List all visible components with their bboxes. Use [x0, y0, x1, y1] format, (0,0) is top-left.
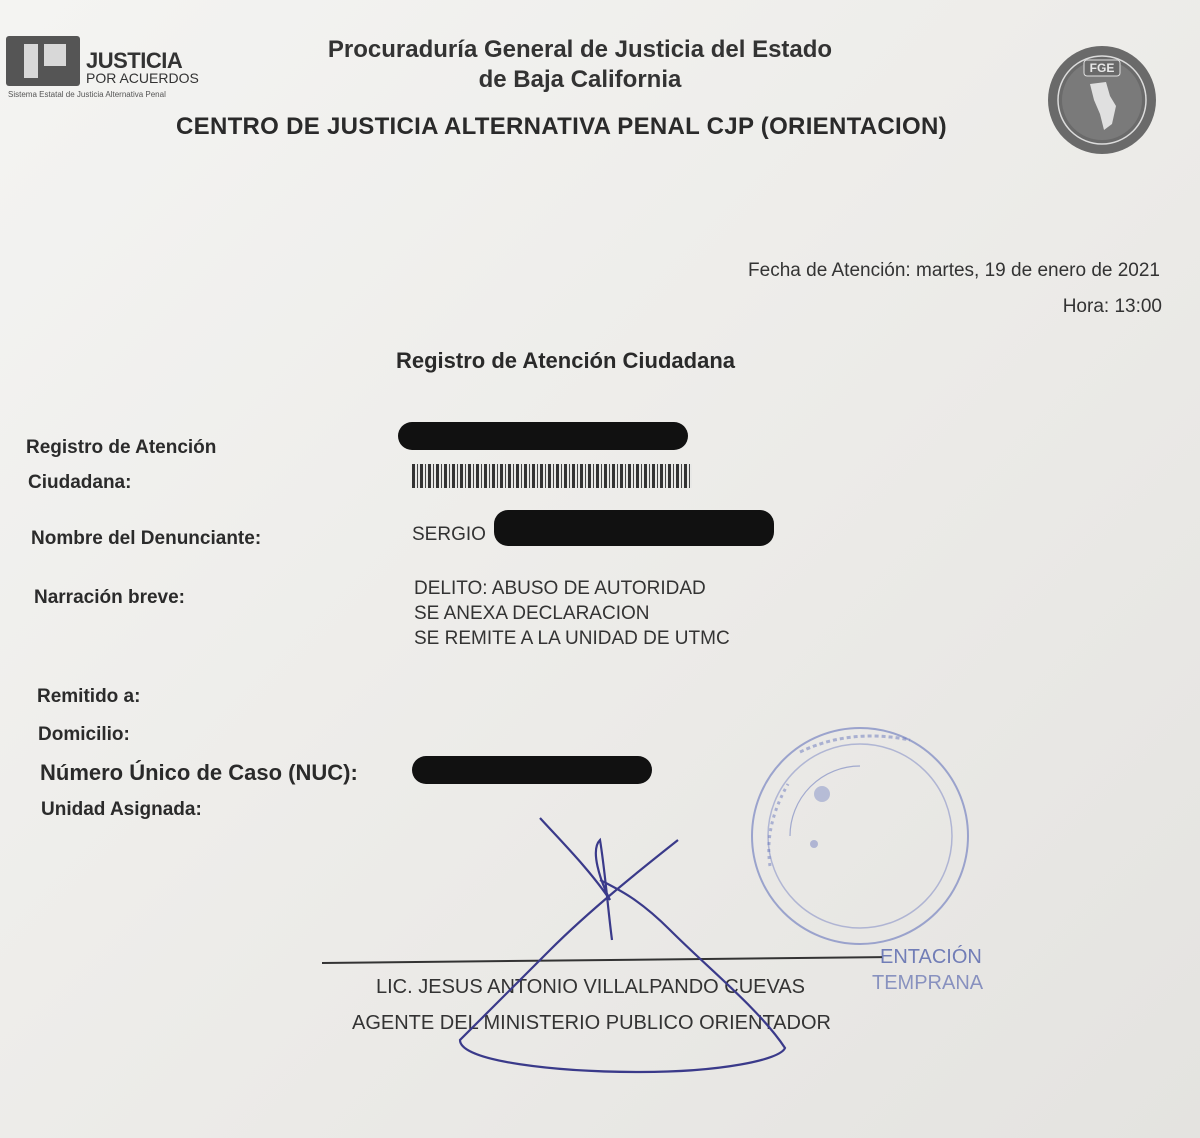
narracion-line-3: SE REMITE A LA UNIDAD DE UTMC [414, 628, 730, 649]
narracion-line-2: SE ANEXA DECLARACION [414, 603, 650, 624]
form-heading: Registro de Atención Ciudadana [396, 348, 736, 373]
remitido-label: Remitido a: [37, 686, 141, 707]
seal-label: FGE [1089, 61, 1115, 75]
logo-subtitle: POR ACUERDOS [86, 70, 199, 86]
redacted-nuc [412, 756, 652, 784]
stamp-text-line1: ENTACIÓN [880, 946, 982, 968]
barcode [412, 464, 692, 488]
narracion-label: Narración breve: [34, 587, 186, 608]
registro-label-line1: Registro de Atención [26, 437, 217, 458]
logo-emblem-icon [6, 36, 80, 86]
registro-label-line2: Ciudadana: [28, 472, 132, 493]
nuc-label: Número Único de Caso (NUC): [40, 760, 358, 785]
domicilio-label: Domicilio: [38, 724, 130, 745]
attention-date: Fecha de Atención: martes, 19 de enero de 2021 [748, 260, 1160, 281]
fge-seal-icon [1046, 44, 1158, 156]
justicia-logo [4, 34, 214, 102]
redacted-surname [494, 510, 774, 546]
redacted-registro-number [398, 422, 688, 450]
logo-caption: Sistema Estatal de Justicia Alternativa Penal [8, 90, 166, 99]
denunciante-label: Nombre del Denunciante: [31, 528, 262, 549]
stamp-text-line2: TEMPRANA [872, 972, 984, 994]
institution-title-line2: de Baja California [478, 66, 682, 93]
signatory-role: AGENTE DEL MINISTERIO PUBLICO ORIENTADOR [352, 1012, 831, 1034]
denunciante-name: SERGIO [412, 524, 486, 545]
unidad-label: Unidad Asignada: [41, 799, 202, 820]
institution-title-line1: Procuraduría General de Justicia del Estado [327, 36, 833, 63]
signatory-name: LIC. JESUS ANTONIO VILLALPANDO CUEVAS [376, 976, 806, 998]
logo-title: JUSTICIA [86, 48, 183, 73]
center-title: CENTRO DE JUSTICIA ALTERNATIVA PENAL CJP (ORIENTACION) [176, 113, 947, 140]
narracion-line-1: DELITO: ABUSO DE AUTORIDAD [414, 578, 706, 599]
handwritten-signature-icon [440, 810, 800, 1080]
attention-time: Hora: 13:00 [1062, 296, 1162, 317]
